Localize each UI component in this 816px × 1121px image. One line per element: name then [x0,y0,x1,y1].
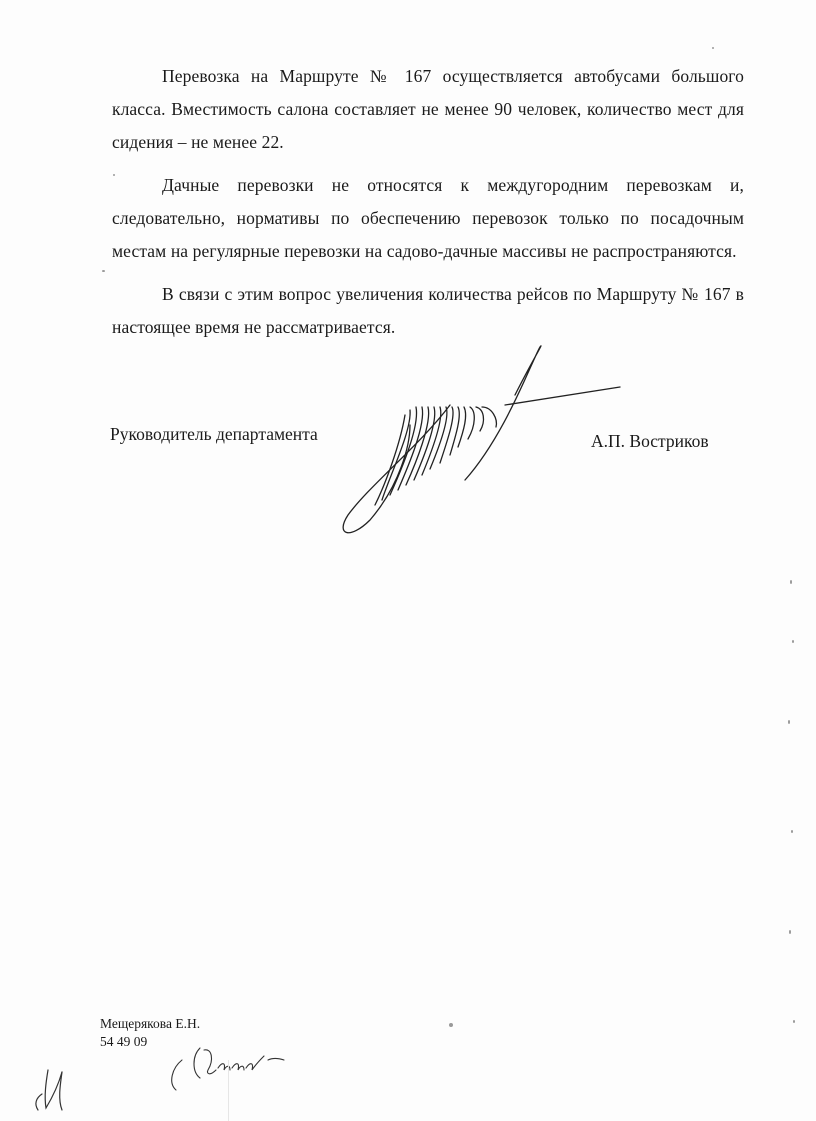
scan-speck [792,640,794,643]
scan-speck [790,580,792,584]
scan-speck [793,1020,795,1023]
paragraph-route-capacity: Перевозка на Маршруте № 167 осуществляется автобусами большого класса. Вместимость салона составляет не менее 90 человек, количество мест для сидения – не менее 22. [112,66,744,152]
scan-speck [788,720,790,724]
margin-handwritten-mark [28,1062,76,1114]
scan-speck [113,174,115,176]
scan-speck [791,830,793,833]
signatory-position: Руководитель департамента [110,424,318,444]
handwritten-initials [160,1038,300,1098]
letter-body [112,60,744,354]
signatory-name: А.П. Востриков [591,431,709,451]
scan-speck [449,1023,453,1027]
executor-phone: 54 49 09 [100,1034,148,1049]
paragraph-conclusion: В связи с этим вопрос увеличения количества рейсов по Маршруту № 167 в настоящее время не рассматривается. [112,284,744,337]
executor-name: Мещерякова Е.Н. [100,1016,201,1031]
scan-speck [712,47,714,49]
paragraph-dacha-transport: Дачные перевозки не относятся к междугородним перевозкам и, следовательно, нормативы по обеспечению перевозок только по посадочным местам на регулярные перевозки на садово-дачные массивы не распространяются. [112,175,744,261]
scan-speck [789,930,791,934]
scan-speck [102,270,105,272]
handwritten-signature [330,335,630,545]
scan-fold-line [228,1060,229,1121]
